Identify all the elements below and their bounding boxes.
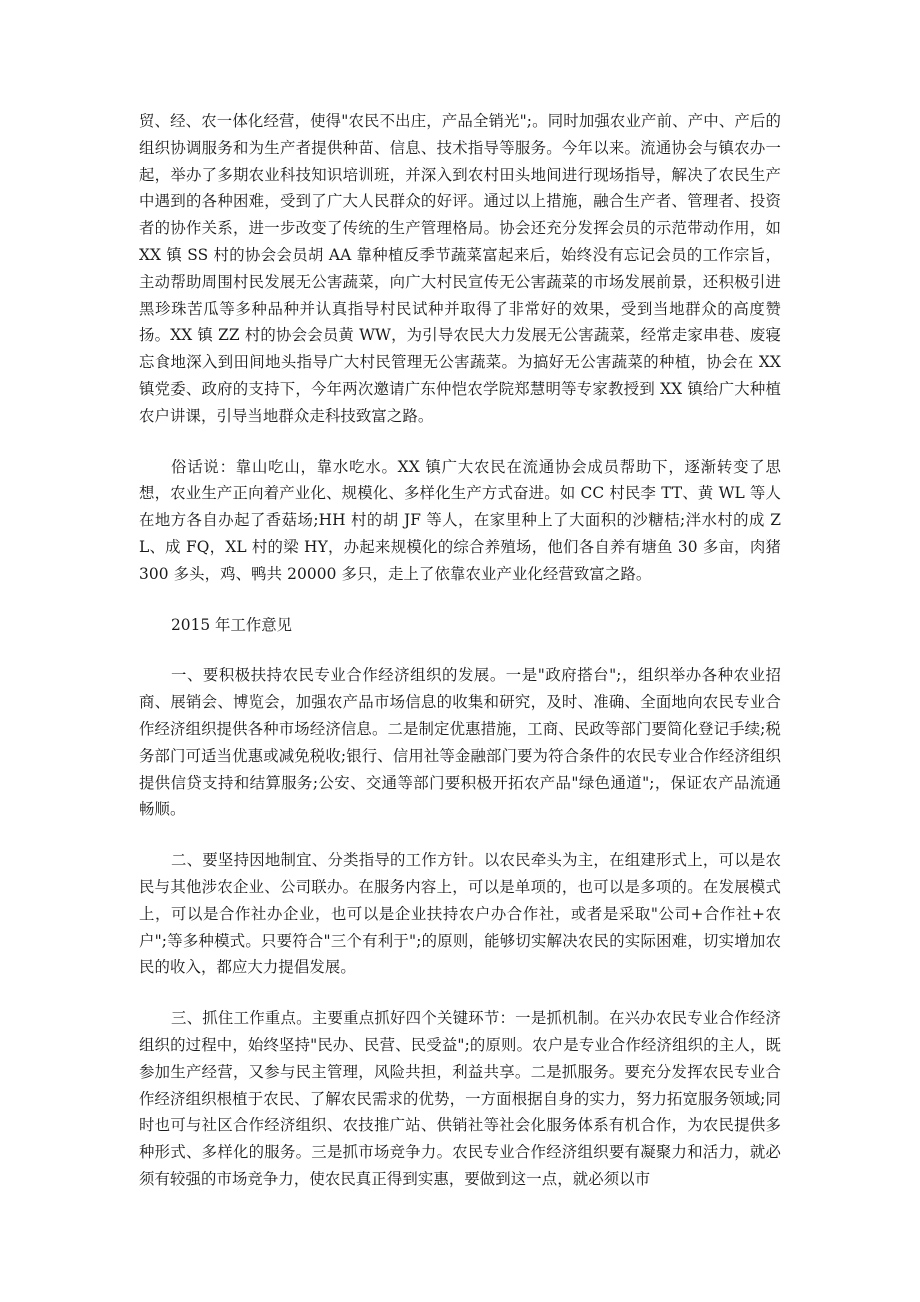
- section-heading: 2015 年工作意见: [171, 615, 293, 634]
- paragraph-opinion-1: 一、要积极扶持农民专业合作经济组织的发展。一是"政府搭台";，组织举办各种农业招商、展销会、博览会，加强农产品市场信息的收集和研究，及时、准确、全面地向农民专业合作经济组织提供各种市场经济信息。二是制定优惠措施，工商、民政等部门要简化登记手续;税务部门可适当优惠或减免税收;银行、信用社等金融部门要为符合条件的农民专业合作经济组织提供信贷支持和结算服务;公安、交通等部门要积极开拓农产品"绿色通道";，保证农产品流通畅顺。: [139, 666, 781, 819]
- paragraph-opinion-3: 三、抓住工作重点。主要重点抓好四个关键环节：一是抓机制。在兴办农民专业合作经济组织的过程中，始终坚持"民办、民营、民受益";的原则。农户是专业合作经济组织的主人，既参加生产经营，又参与民主管理，风险共担，利益共享。二是抓服务。要充分发挥农民专业合作经济组织根植于农民、了解农民需求的优势，一方面根据自身的实力，努力拓宽服务领域;同时也可与社区合作经济组织、农技推广站、供销社等社会化服务体系有机合作，为农民提供多种形式、多样化的服务。三是抓市场竞争力。农民专业合作经济组织要有凝聚力和活力，就必须有较强的市场竞争力，使农民真正得到实惠，要做到这一点，就必须以市: [139, 1009, 781, 1188]
- paragraph-opinion-2: 二、要坚持因地制宜、分类指导的工作方针。以农民牵头为主，在组建形式上，可以是农民与其他涉农企业、公司联办。在服务内容上，可以是单项的，也可以是多项的。在发展模式上，可以是合作社办企业，也可以是企业扶持农户办合作社，或者是采取"公司+合作社+农户";等多种模式。只要符合"三个有利于";的原则，能够切实解决农民的实际困难，切实增加农民的收入，都应大力提倡发展。: [139, 851, 781, 977]
- paragraph-proverb: 俗话说：靠山吃山，靠水吃水。XX 镇广大农民在流通协会成员帮助下，逐渐转变了思想，农业生产正向着产业化、规模化、多样化生产方式奋进。如 CC 村民李 TT、黄 WL 等人在地方各自办起了香菇场;HH 村的胡 JF 等人，在家里种上了大面积的沙糖桔;泮水村的成 ZL、成 FQ，XL 村的梁 HY，办起来规模化的综合养殖场，他们各自养有塘鱼 30 多亩，肉猪 300 多头，鸡、鸭共 20000 多只，走上了依靠农业产业化经营致富之路。: [139, 457, 781, 583]
- paragraph-continuation: 贸、经、农一体化经营，使得"农民不出庄，产品全销光";。同时加强农业产前、产中、产后的组织协调服务和为生产者提供种苗、信息、技术指导等服务。今年以来。流通协会与镇农办一起，举办了多期农业科技知识培训班，并深入到农村田头地间进行现场指导，解决了农民生产中遇到的各种困难，受到了广大人民群众的好评。通过以上措施，融合生产者、管理者、投资者的协作关系，进一步改变了传统的生产管理格局。协会还充分发挥会员的示范带动作用，如 XX 镇 SS 村的协会会员胡 AA 靠种植反季节蔬菜富起来后，始终没有忘记会员的工作宗旨，主动帮助周围村民发展无公害蔬菜，向广大村民宣传无公害蔬菜的市场发展前景，还积极引进黑珍珠苦瓜等多种品种并认真指导村民试种并取得了非常好的效果，受到当地群众的高度赞扬。XX 镇 ZZ 村的协会会员黄 WW，为引导农民大力发展无公害蔬菜，经常走家串巷、废寝忘食地深入到田间地头指导广大村民管理无公害蔬菜。为搞好无公害蔬菜的种植，协会在 XX 镇党委、政府的支持下，今年两次邀请广东仲恺农学院郑慧明等专家教授到 XX 镇给广大种植农户讲课，引导当地群众走科技致富之路。: [139, 112, 781, 425]
- document-page: [139, 108, 781, 1217]
